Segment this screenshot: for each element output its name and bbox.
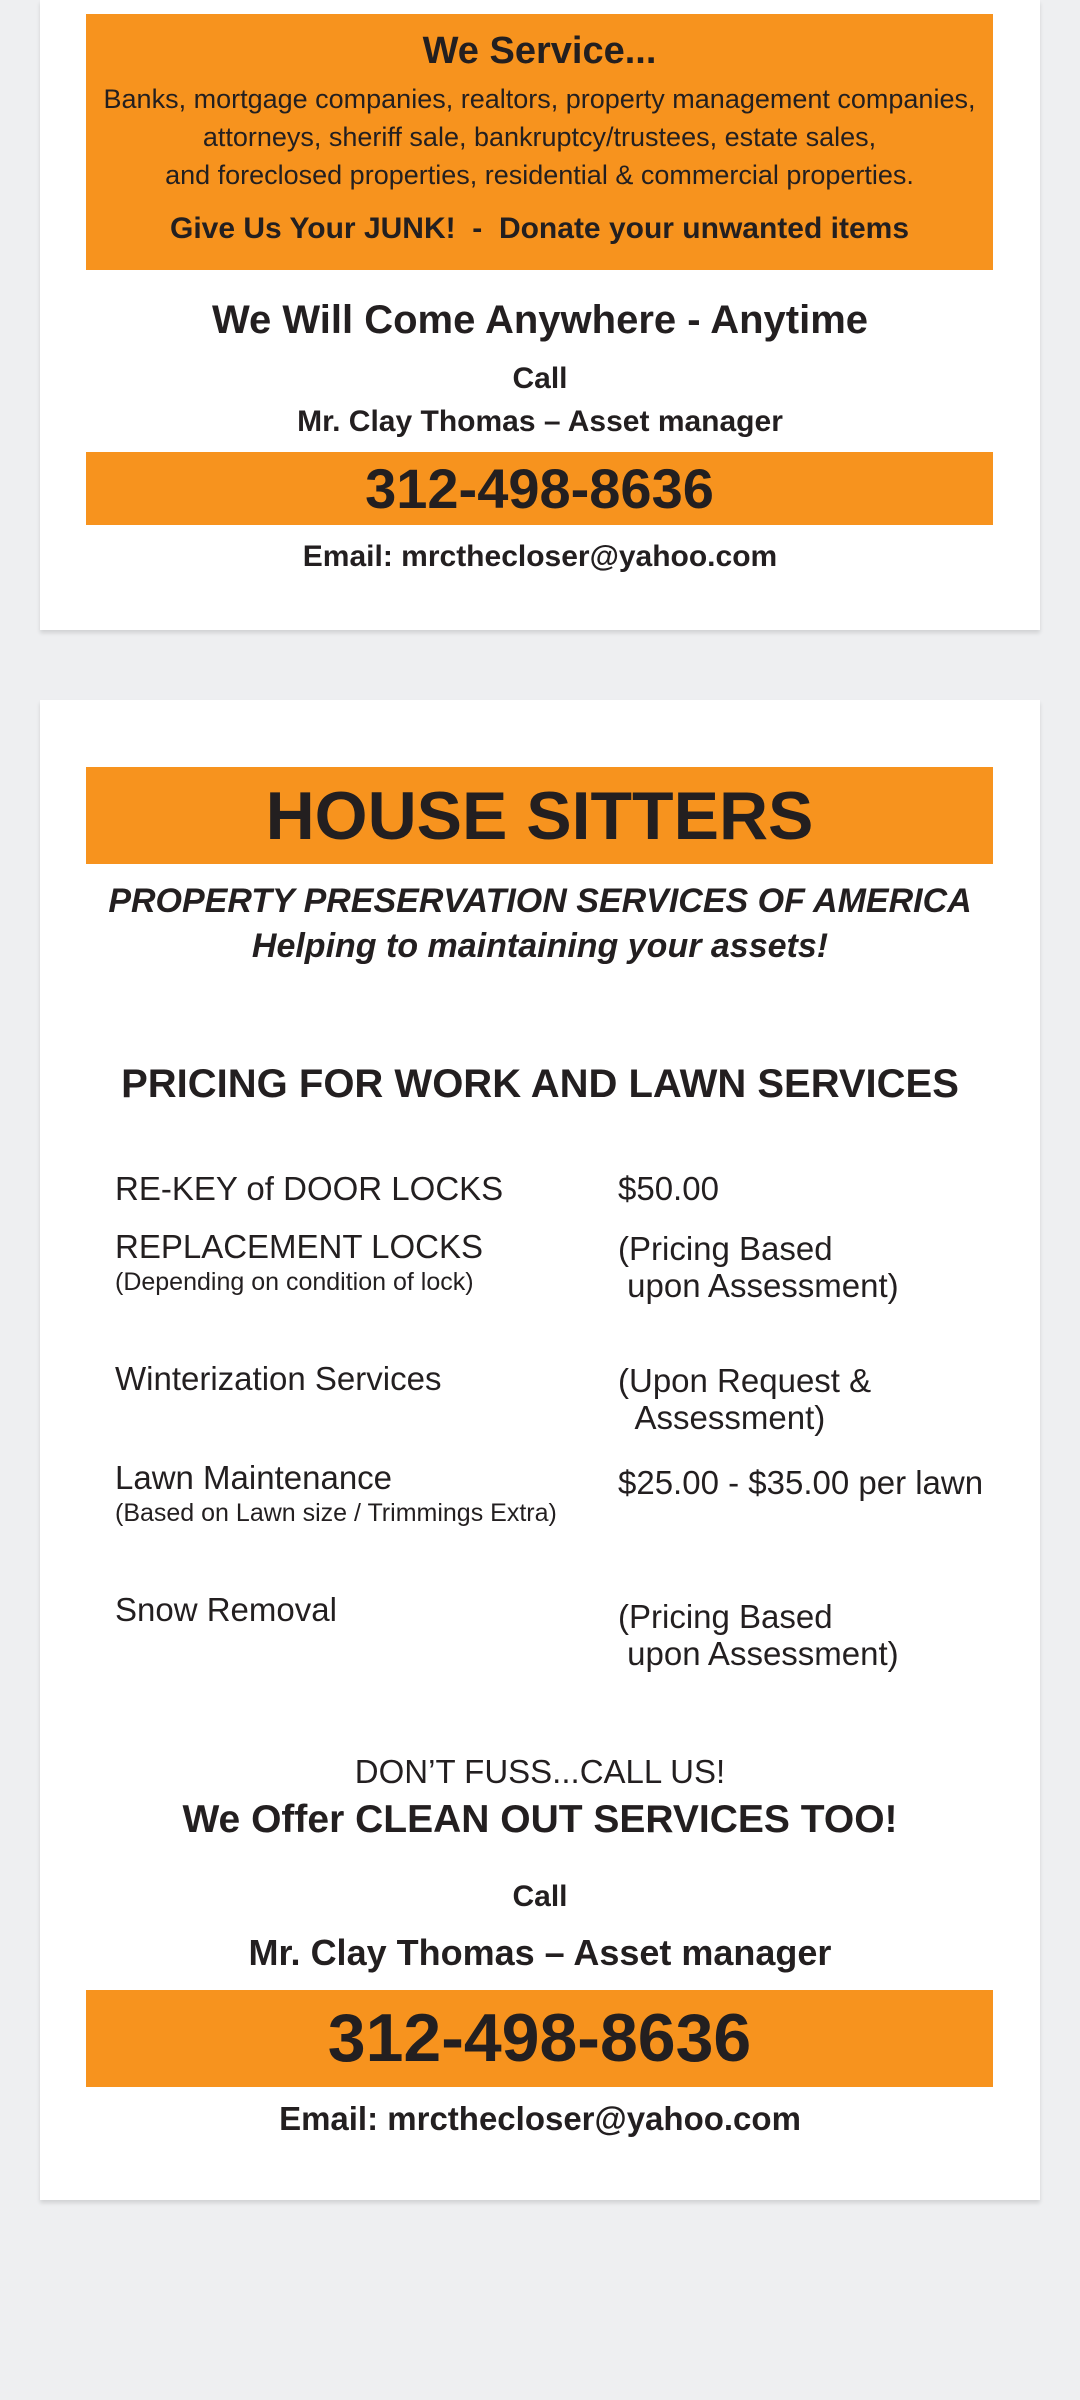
pricing-title: PRICING FOR WORK AND LAWN SERVICES: [121, 1062, 959, 1106]
service-item-replacement-locks: [115, 1228, 483, 1297]
service-line-1: Banks, mortgage companies, realtors, property management companies,: [103, 84, 976, 114]
email-link[interactable]: Email: mrcthecloser@yahoo.com: [302, 540, 778, 573]
call-label: Call: [512, 1880, 568, 1913]
call-label: Call: [512, 362, 568, 395]
price-rekey: $50.00: [618, 1170, 719, 1207]
price-lawn: $25.00 - $35.00 per lawn: [618, 1464, 984, 1501]
service-item-lawn: [115, 1459, 557, 1528]
service-item-label: RE-KEY of DOOR LOCKS: [115, 1170, 504, 1207]
price-winterization: (Upon Request & Assessment): [618, 1362, 872, 1436]
junk-donate-text: Give Us Your JUNK! - Donate your unwanted items: [169, 212, 909, 245]
email-link[interactable]: Email: mrcthecloser@yahoo.com: [279, 2100, 801, 2137]
house-sitters-banner: [86, 767, 993, 864]
clean-out-text: We Offer CLEAN OUT SERVICES TOO!: [182, 1798, 898, 1841]
price-replacement-locks: (Pricing Based upon Assessment): [618, 1230, 899, 1304]
service-item-winterization: [115, 1360, 441, 1398]
service-line-3: and foreclosed properties, residential & commercial properties.: [165, 160, 914, 190]
price-snow: (Pricing Based upon Assessment): [618, 1598, 899, 1672]
phone-banner: [86, 452, 993, 525]
manager-name: Mr. Clay Thomas – Asset manager: [248, 1932, 832, 1973]
phone-number[interactable]: 312-498-8636: [365, 457, 714, 520]
manager-name: Mr. Clay Thomas – Asset manager: [297, 405, 783, 438]
service-banner: [86, 14, 993, 270]
phone-banner: [86, 1990, 993, 2087]
service-card: [40, 0, 1040, 630]
house-sitters-card: [40, 700, 1040, 2200]
anywhere-tagline: We Will Come Anywhere - Anytime: [211, 298, 869, 342]
service-item-label: Lawn Maintenance: [115, 1459, 393, 1496]
service-item-note: (Based on Lawn size / Trimmings Extra): [115, 1499, 557, 1527]
preservation-subtitle: PROPERTY PRESERVATION SERVICES OF AMERICA: [108, 882, 972, 920]
assets-tagline: Helping to maintaining your assets!: [251, 927, 829, 965]
dont-fuss-text: DON’T FUSS...CALL US!: [354, 1753, 726, 1790]
service-item-note: (Depending on condition of lock): [115, 1268, 474, 1296]
service-item-label: REPLACEMENT LOCKS: [115, 1228, 483, 1265]
phone-number[interactable]: 312-498-8636: [327, 2000, 752, 2076]
service-item-snow: [115, 1591, 337, 1629]
house-sitters-title: HOUSE SITTERS: [265, 778, 814, 854]
service-line-2: attorneys, sheriff sale, bankruptcy/trustees, estate sales,: [202, 122, 877, 152]
service-item-rekey: [115, 1170, 503, 1208]
service-item-label: Snow Removal: [115, 1591, 337, 1628]
service-item-label: Winterization Services: [115, 1360, 442, 1397]
service-title: We Service...: [422, 30, 657, 72]
